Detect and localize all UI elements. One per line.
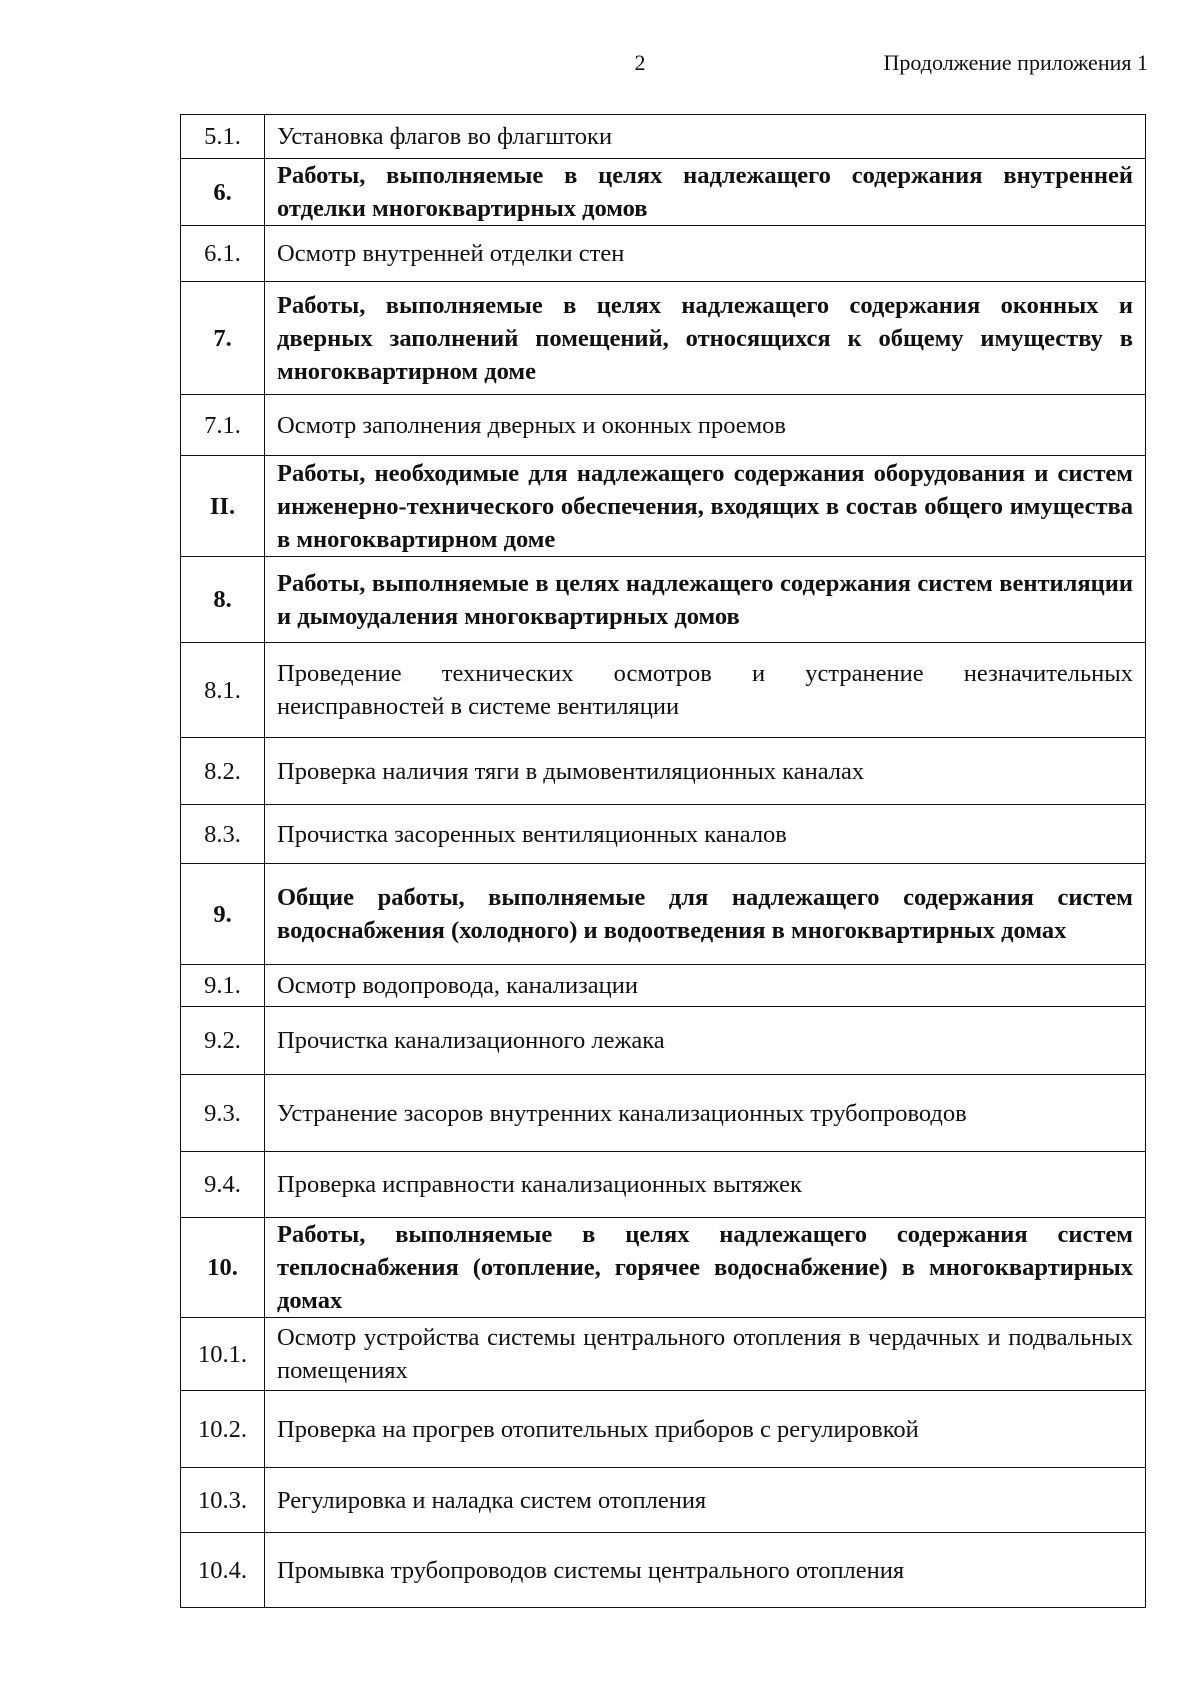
row-number: 10.3. [181,1468,265,1533]
row-number: 9.2. [181,1007,265,1075]
table-row [181,395,1146,456]
row-number: 10.2. [181,1391,265,1468]
row-number: 9.1. [181,965,265,1007]
section-row [181,1218,1146,1318]
table-row [181,115,1146,159]
section-row [181,557,1146,643]
row-text: Проведение технических осмотров и устранение незначительных неисправностей в системе вентиляции [265,643,1146,738]
row-number: 7.1. [181,395,265,456]
row-text: Осмотр водопровода, канализации [265,965,1146,1007]
row-number: 10.1. [181,1318,265,1391]
row-text: Работы, необходимые для надлежащего содержания оборудования и систем инженерно-технического обеспечения, входящих в состав общего имущества в многоквартирном доме [265,456,1146,557]
row-text: Прочистка канализационного лежака [265,1007,1146,1075]
row-number: 7. [181,282,265,395]
row-text: Регулировка и наладка систем отопления [265,1468,1146,1533]
row-text: Работы, выполняемые в целях надлежащего содержания систем вентиляции и дымоудаления многоквартирных домов [265,557,1146,643]
row-number: 8.1. [181,643,265,738]
row-text: Прочистка засоренных вентиляционных каналов [265,805,1146,864]
table-row [181,226,1146,282]
row-text: Осмотр заполнения дверных и оконных проемов [265,395,1146,456]
row-text: Промывка трубопроводов системы центрального отопления [265,1533,1146,1608]
row-number: 9. [181,864,265,965]
row-text: Общие работы, выполняемые для надлежащего содержания систем водоснабжения (холодного) и водоотведения в многоквартирных домах [265,864,1146,965]
section-row [181,282,1146,395]
row-number: 6.1. [181,226,265,282]
row-text: Проверка наличия тяги в дымовентиляционных каналах [265,738,1146,805]
row-number: 9.4. [181,1152,265,1218]
continuation-label: Продолжение приложения 1 [883,50,1148,75]
section-row [181,456,1146,557]
section-row [181,159,1146,226]
row-number: 8.2. [181,738,265,805]
section-row [181,864,1146,965]
table-row [181,1152,1146,1218]
row-text: Работы, выполняемые в целях надлежащего содержания внутренней отделки многоквартирных домов [265,159,1146,226]
table-row [181,805,1146,864]
row-number: 10. [181,1218,265,1318]
row-number: 8. [181,557,265,643]
row-text: Проверка исправности канализационных вытяжек [265,1152,1146,1218]
row-number: II. [181,456,265,557]
table-row [181,1468,1146,1533]
row-text: Установка флагов во флагштоки [265,115,1146,159]
row-number: 6. [181,159,265,226]
row-number: 5.1. [181,115,265,159]
table-row [181,1533,1146,1608]
row-number: 8.3. [181,805,265,864]
table-row [181,1075,1146,1152]
page-number: 2 [634,50,646,75]
row-text: Работы, выполняемые в целях надлежащего содержания оконных и дверных заполнений помещений, относящихся к общему имуществу в многоквартирном доме [265,282,1146,395]
row-text: Осмотр устройства системы центрального отопления в чердачных и подвальных помещениях [265,1318,1146,1391]
row-text: Проверка на прогрев отопительных приборов с регулировкой [265,1391,1146,1468]
row-number: 10.4. [181,1533,265,1608]
table-row [181,1318,1146,1391]
table-row [181,643,1146,738]
row-text: Работы, выполняемые в целях надлежащего содержания систем теплоснабжения (отопление, горячее водоснабжение) в многоквартирных домах [265,1218,1146,1318]
table-row [181,1391,1146,1468]
table-row [181,738,1146,805]
works-table [180,114,1146,1608]
row-number: 9.3. [181,1075,265,1152]
table-row [181,965,1146,1007]
row-text: Осмотр внутренней отделки стен [265,226,1146,282]
table-row [181,1007,1146,1075]
row-text: Устранение засоров внутренних канализационных трубопроводов [265,1075,1146,1152]
